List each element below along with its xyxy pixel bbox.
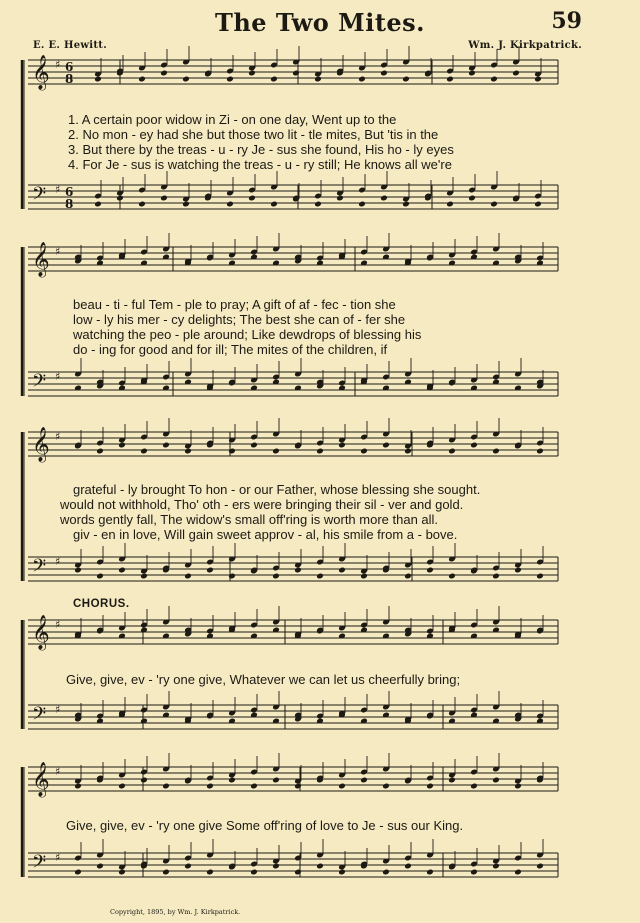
note-head xyxy=(468,195,476,202)
note-head xyxy=(380,70,388,77)
note-head xyxy=(138,201,146,208)
note-head xyxy=(360,448,368,455)
note-head xyxy=(160,70,168,77)
note-head xyxy=(338,869,346,876)
note-head xyxy=(118,567,126,574)
time-signature: 8 xyxy=(65,197,74,211)
bass-clef-icon: 𝄢 xyxy=(32,556,47,581)
note-head xyxy=(446,76,454,83)
note-head xyxy=(206,567,214,574)
note-head xyxy=(448,448,456,455)
hymn-title: The Two Mites. xyxy=(214,8,426,37)
note-head xyxy=(250,869,258,876)
note-head xyxy=(182,76,190,83)
lyricist-credit: E. E. Hewitt. xyxy=(33,40,108,51)
note-head xyxy=(512,70,520,77)
note-head xyxy=(162,869,170,876)
note-head xyxy=(470,869,478,876)
note-head xyxy=(534,201,542,208)
lyric-line: giv - en in love, Will gain sweet approv - al, his smile from a - bove. xyxy=(73,527,458,542)
note-head xyxy=(272,448,280,455)
note-head xyxy=(138,76,146,83)
note-head xyxy=(492,573,500,580)
chorus-label: CHORUS. xyxy=(73,598,130,610)
treble-clef-icon: 𝄞 xyxy=(32,762,50,797)
bass-clef-icon: 𝄢 xyxy=(32,371,47,396)
lyric-line: beau - ti - ful Tem - ple to pray; A gift of af - fec - tion she xyxy=(73,297,396,312)
note-head xyxy=(74,567,82,574)
note-head xyxy=(514,869,522,876)
note-head xyxy=(382,442,390,449)
note-head xyxy=(272,863,280,870)
note-head xyxy=(250,442,258,449)
note-head xyxy=(160,195,168,202)
note-head xyxy=(184,863,192,870)
note-head xyxy=(314,201,322,208)
note-head xyxy=(294,567,302,574)
lyric-line: do - ing for good and for ill; The mites of the children, if xyxy=(73,342,388,357)
note-head xyxy=(338,567,346,574)
note-head xyxy=(182,201,190,208)
note-head xyxy=(360,777,368,784)
note-head xyxy=(490,201,498,208)
time-signature: 6 xyxy=(65,185,74,199)
treble-clef-icon: 𝄞 xyxy=(32,615,50,650)
note-head xyxy=(536,863,544,870)
note-head xyxy=(536,448,544,455)
note-head xyxy=(250,783,258,790)
note-head xyxy=(470,442,478,449)
note-head xyxy=(184,573,192,580)
lyric-line: would not withhold, Tho' oth - ers were bringing their sil - ver and gold. xyxy=(60,497,464,512)
note-head xyxy=(402,76,410,83)
note-head xyxy=(294,869,302,876)
note-head xyxy=(118,442,126,449)
lyric-line: low - ly his mer - cy delights; The best she can of - fer she xyxy=(73,312,406,327)
note-head xyxy=(402,201,410,208)
note-head xyxy=(74,783,82,790)
note-head xyxy=(490,76,498,83)
sharp-icon: ♯ xyxy=(55,58,61,71)
sharp-icon: ♯ xyxy=(55,765,61,778)
sharp-icon: ♯ xyxy=(55,703,61,716)
note-head xyxy=(228,777,236,784)
lyric-line: 1. A certain poor widow in Zi - on one day, Went up to the xyxy=(68,112,397,127)
composer-credit: Wm. J. Kirkpatrick. xyxy=(468,40,582,51)
note-head xyxy=(94,201,102,208)
note-head xyxy=(382,783,390,790)
lyric-line: grateful - ly brought To hon - or our Father, whose blessing she sought. xyxy=(73,482,481,497)
note-head xyxy=(248,195,256,202)
note-head xyxy=(226,76,234,83)
bass-clef-icon: 𝄢 xyxy=(32,704,47,729)
note-head xyxy=(206,783,214,790)
note-head xyxy=(536,573,544,580)
note-head xyxy=(140,448,148,455)
bass-clef-icon: 𝄢 xyxy=(32,184,47,209)
note-head xyxy=(226,201,234,208)
sharp-icon: ♯ xyxy=(55,851,61,864)
note-head xyxy=(228,573,236,580)
note-head xyxy=(426,869,434,876)
note-head xyxy=(162,442,170,449)
note-head xyxy=(270,76,278,83)
note-head xyxy=(338,442,346,449)
sharp-icon: ♯ xyxy=(55,245,61,258)
note-head xyxy=(116,195,124,202)
note-head xyxy=(74,869,82,876)
treble-clef-icon: 𝄞 xyxy=(32,427,50,462)
note-head xyxy=(492,863,500,870)
note-head xyxy=(94,76,102,83)
note-head xyxy=(316,863,324,870)
sharp-icon: ♯ xyxy=(55,183,61,196)
lyric-line: 3. But there by the treas - u - ry Je - sus she found, His ho - ly eyes xyxy=(68,142,454,157)
note-head xyxy=(248,70,256,77)
note-head xyxy=(448,777,456,784)
treble-clef-icon: 𝄞 xyxy=(32,55,50,90)
note-head xyxy=(316,573,324,580)
note-head xyxy=(534,76,542,83)
note-head xyxy=(294,783,302,790)
note-head xyxy=(206,869,214,876)
note-head xyxy=(270,201,278,208)
note-head xyxy=(470,783,478,790)
note-head xyxy=(360,573,368,580)
note-head xyxy=(426,567,434,574)
note-head xyxy=(118,783,126,790)
note-head xyxy=(272,777,280,784)
note-head xyxy=(446,201,454,208)
sharp-icon: ♯ xyxy=(55,555,61,568)
note-head xyxy=(514,783,522,790)
note-head xyxy=(338,783,346,790)
note-head xyxy=(292,70,300,77)
note-head xyxy=(228,448,236,455)
note-head xyxy=(316,448,324,455)
note-head xyxy=(468,70,476,77)
note-head xyxy=(404,448,412,455)
note-head xyxy=(272,573,280,580)
note-head xyxy=(448,573,456,580)
sharp-icon: ♯ xyxy=(55,618,61,631)
time-signature: 6 xyxy=(65,60,74,74)
note-head xyxy=(314,76,322,83)
lyric-line: Give, give, ev - 'ry one give Some off'ring of love to Je - sus our King. xyxy=(66,818,464,833)
treble-clef-icon: 𝄞 xyxy=(32,242,50,277)
page-number: 59 xyxy=(551,8,582,34)
note-head xyxy=(380,195,388,202)
note-head xyxy=(140,573,148,580)
note-head xyxy=(96,863,104,870)
sharp-icon: ♯ xyxy=(55,430,61,443)
lyric-line: 4. For Je - sus is watching the treas - u - ry still; He knows all we're xyxy=(68,157,452,172)
bass-clef-icon: 𝄢 xyxy=(32,852,47,877)
note-head xyxy=(336,195,344,202)
lyric-line: 2. No mon - ey had she but those two lit - tle mites, But 'tis in the xyxy=(68,127,439,142)
note-head xyxy=(118,869,126,876)
note-head xyxy=(358,201,366,208)
note-head xyxy=(358,76,366,83)
note-head xyxy=(492,777,500,784)
note-head xyxy=(404,573,412,580)
note-head xyxy=(404,863,412,870)
note-head xyxy=(96,573,104,580)
time-signature: 8 xyxy=(65,72,74,86)
note-head xyxy=(140,777,148,784)
lyric-line: words gently fall, The widow's small off'ring is worth more than all. xyxy=(60,512,439,527)
copyright-notice: Copyright, 1895, by Wm. J. Kirkpatrick. xyxy=(110,908,241,916)
lyric-line: watching the peo - ple around; Like dewdrops of blessing his xyxy=(73,327,422,342)
note-head xyxy=(426,783,434,790)
sharp-icon: ♯ xyxy=(55,370,61,383)
note-head xyxy=(184,448,192,455)
note-head xyxy=(514,567,522,574)
lyric-line: Give, give, ev - 'ry one give, Whatever we can let us cheerfully bring; xyxy=(66,672,461,687)
note-head xyxy=(492,448,500,455)
note-head xyxy=(382,869,390,876)
note-head xyxy=(96,448,104,455)
note-head xyxy=(162,783,170,790)
